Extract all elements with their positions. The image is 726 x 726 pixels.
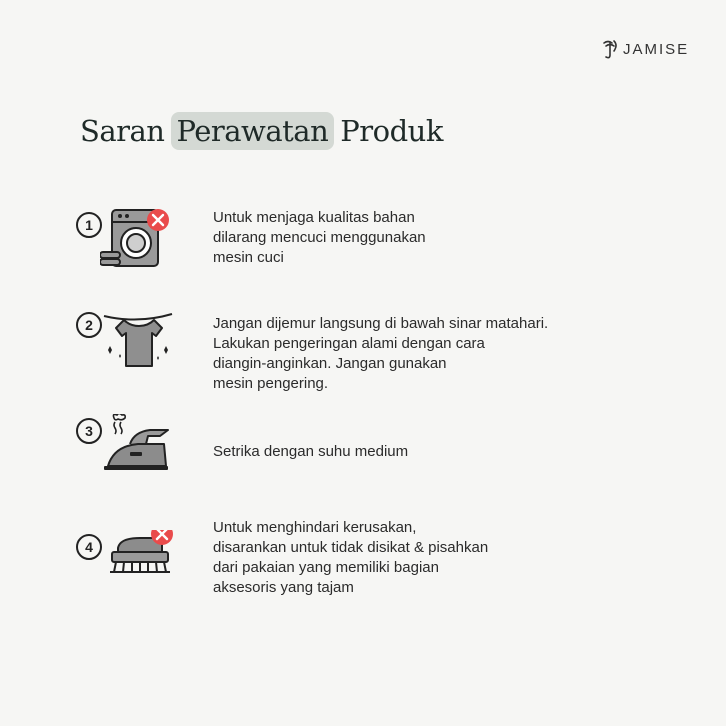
- brush-forbidden-icon: [100, 530, 176, 598]
- item-description: [213, 208, 426, 268]
- item-description: [213, 314, 548, 394]
- description-line: aksesoris yang tajam: [213, 579, 354, 596]
- description-line: Jangan dijemur langsung di bawah sinar matahari.: [213, 315, 549, 332]
- description-line: dilarang mencuci menggunakan: [213, 229, 426, 246]
- step-number: 3: [76, 418, 102, 444]
- description-line: Untuk menjaga kualitas bahan: [213, 209, 415, 226]
- title-part-1: Saran: [80, 114, 165, 148]
- description-line: diangin-anginkan. Jangan gunakan: [213, 355, 447, 372]
- step-number: 4: [76, 534, 102, 560]
- brand-mark-icon: [600, 37, 620, 61]
- title-highlight: Perawatan: [171, 112, 335, 150]
- title-part-2: Produk: [340, 114, 443, 148]
- description-line: mesin cuci: [213, 249, 284, 266]
- care-item-2: [76, 312, 696, 392]
- item-description: [213, 518, 488, 598]
- brand-name: JAMISE: [623, 40, 690, 58]
- description-line: disarankan untuk tidak disikat & pisahkan: [213, 539, 489, 556]
- shirt-drying-line-icon: [100, 308, 176, 376]
- care-item-4: [76, 519, 696, 614]
- washing-machine-forbidden-icon: [100, 208, 176, 276]
- description-line: Setrika dengan suhu medium: [213, 443, 409, 460]
- step-number: 2: [76, 312, 102, 338]
- iron-steam-icon: [100, 414, 176, 482]
- brand-logo: [600, 36, 690, 62]
- page-title: [80, 112, 443, 150]
- description-line: Lakukan pengeringan alami dengan cara: [213, 335, 485, 352]
- item-description: [213, 442, 408, 462]
- description-line: mesin pengering.: [213, 375, 329, 392]
- care-item-1: [76, 209, 696, 292]
- care-item-3: [76, 418, 696, 498]
- description-line: Untuk menghindari kerusakan,: [213, 519, 417, 536]
- description-line: dari pakaian yang memiliki bagian: [213, 559, 439, 576]
- step-number: 1: [76, 212, 102, 238]
